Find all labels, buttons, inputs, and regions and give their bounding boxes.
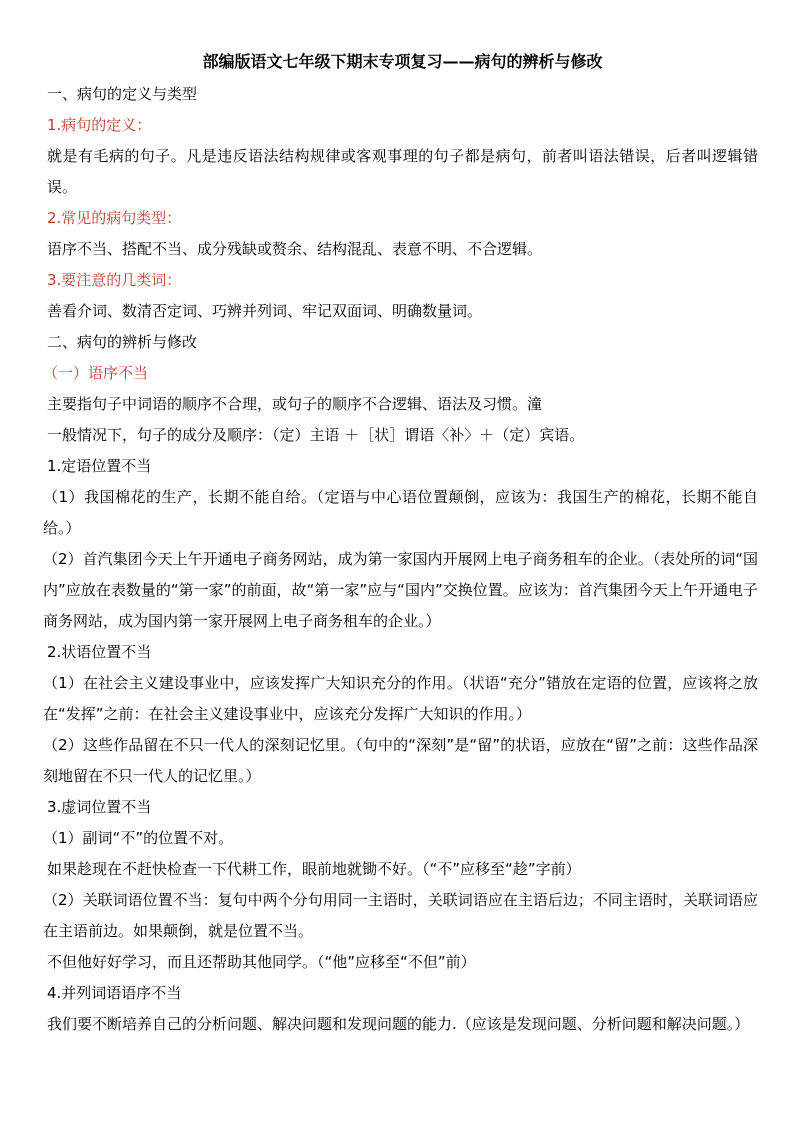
subheading-types: 2.常见的病句类型：	[47, 209, 182, 227]
paragraph-word-order-intro: 主要指句子中词语的顺序不合理，或句子的顺序不合逻辑、语法及习惯。潼	[47, 395, 543, 413]
point-attributive-example-2: （2）首汽集团今天上午开通电子商务网站，成为第一家国内开展网上电子商务租车的企业。（表处所的词“国内”应放在表数量的“第一家”的前面，故“第一家”应与“国内”交换位置。应该为：首汽集团今天上午开通电子商务网站，成为国内第一家开展网上电子商务租车的企业。）	[43, 550, 758, 630]
point-attributive-example-1: （1）我国棉花的生产，长期不能自给。（定语与中心语位置颠倒，应该为：我国生产的棉花，长期不能自给。）	[43, 488, 758, 537]
section-heading-1: 一、病句的定义与类型	[47, 85, 198, 103]
subheading-words: 3.要注意的几类词：	[47, 271, 182, 289]
point-function-word-sentence-1: 如果趁现在不赶快检查一下代耕工作，眼前地就锄不好。（“不”应移至“趁”字前）	[47, 860, 581, 878]
paragraph-types: 语序不当、搭配不当、成分残缺或赘余、结构混乱、表意不明、不合逻辑。	[47, 240, 543, 258]
point-attributive-title: 1.定语位置不当	[47, 457, 152, 475]
point-parallel-example: 我们要不断培养自己的分析问题、解决问题和发现问题的能力.（应该是发现问题、分析问题和解决问题。）	[47, 1015, 750, 1033]
paragraph-words: 善看介词、数清否定词、巧辨并列词、牢记双面词、明确数量词。	[47, 302, 483, 320]
point-adverbial-example-1: （1）在社会主义建设事业中，应该发挥广大知识充分的作用。（状语“充分”错放在定语的位置，应该将之放在“发挥”之前：在社会主义建设事业中，应该充分发挥广大知识的作用。）	[43, 674, 758, 723]
paragraph-definition: 就是有毛病的句子。凡是违反语法结构规律或客观事理的句子都是病句，前者叫语法错误，后者叫逻辑错误。	[47, 147, 758, 196]
paragraph-sentence-order: 一般情况下，句子的成分及顺序：（定）主语 ＋［状］谓语〈补〉＋（定）宾语。	[47, 426, 585, 444]
section-heading-2: 二、病句的辨析与修改	[47, 333, 198, 351]
subheading-definition: 1.病句的定义：	[47, 116, 152, 134]
point-function-word-example-2: （2）关联词语位置不当：复句中两个分句用同一主语时，关联词语应在主语后边；不同主语时，关联词语应在主语前边。如果颠倒，就是位置不当。	[43, 891, 758, 940]
subheading-word-order: （一）语序不当	[43, 364, 149, 382]
point-function-word-title: 3.虚词位置不当	[47, 798, 152, 816]
point-adverbial-title: 2.状语位置不当	[47, 643, 152, 661]
point-adverbial-example-2: （2）这些作品留在不只一代人的深刻记忆里。（句中的“深刻”是“留”的状语，应放在“留”之前：这些作品深刻地留在不只一代人的记忆里。）	[43, 736, 758, 785]
point-parallel-title: 4.并列词语语序不当	[47, 984, 182, 1002]
point-function-word-example-1: （1）副词“不”的位置不对。	[43, 829, 234, 847]
point-function-word-sentence-2: 不但他好好学习，而且还帮助其他同学。（“他”应移至“不但”前）	[47, 953, 476, 971]
document-title: 部编版语文七年级下期末专项复习——病句的辨析与修改	[202, 52, 603, 71]
